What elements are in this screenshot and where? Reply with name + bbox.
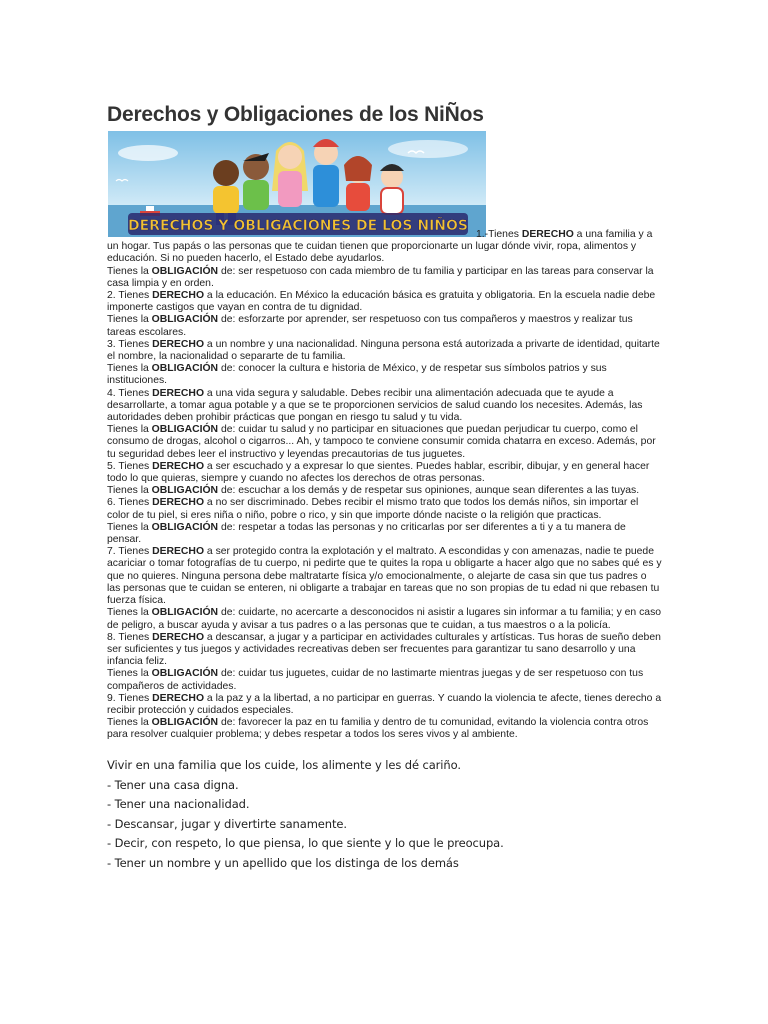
paragraph-text: a ser protegido contra la explotación y el maltrato. A escondidas y con amenazas, nadie te puede acariciar o tomar fotografías de tu cuerpo, ni pedirte que te quites la ropa u obligarte a hacer algo que no sabes qué es y que no quieres. Ninguna persona debe maltratarte física y/o emocionalmente, o alejarte de casa sin que tus padres o las personas que te cuidan se enteren, ni obligarte a trabajar en tareas que no son propias de tu edad ni que rebasen tu fuerza física.	[107, 546, 662, 607]
body-paragraph	[107, 363, 662, 387]
body-paragraph	[107, 693, 662, 717]
paragraph-text: a un nombre y una nacionalidad. Ninguna persona está autorizada a privarte de identidad, quitarte el nombre, la nacionalidad o separarte de tu familia.	[107, 338, 660, 363]
paragraph-text: a ser escuchado y a expresar lo que sientes. Puedes hablar, escribir, dibujar, y en general hacer todo lo que quieras, siempre y cuando no afectes los derechos de otras personas.	[107, 460, 650, 485]
child-figure	[313, 139, 339, 207]
paragraph-text: Tienes la	[107, 363, 152, 375]
body-paragraph	[107, 632, 662, 669]
page-title: Derechos y Obligaciones de los NiÑos	[107, 103, 484, 126]
document-body	[107, 229, 662, 742]
paragraph-text: 8. Tienes	[107, 631, 153, 643]
child-figure	[243, 153, 269, 210]
body-paragraph	[107, 668, 662, 692]
paragraph-text: de: esforzarte por aprender, ser respetuoso con tus compañeros y maestros y realizar tus tareas escolares.	[107, 314, 633, 338]
body-paragraph	[107, 497, 662, 521]
paragraph-text: a la educación. En México la educación básica es gratuita y obligatoria. En la escuela nadie debe imponerte castigos que vayan en contra de tu dignidad.	[107, 290, 656, 314]
emphasis-text: DERECHO	[152, 460, 205, 472]
paragraph-text: de: conocer la cultura e historia de México, y de respetar sus símbolos patrios y sus instituciones.	[107, 363, 607, 387]
paragraph-text: de: cuidar tu salud y no participar en situaciones que puedan perjudicar tu cuerpo, como el consumo de drogas, alcohol o cigarros... Ah, y tampoco te conviene consumir comida chatarra en exceso. Además, por tu seguridad debes leer el instructivo y leyendas precautorias de tus juguetes.	[107, 424, 656, 460]
paragraph-text: Tienes la	[107, 424, 152, 436]
list-item: - Descansar, jugar y divertirte sanamente.	[107, 816, 347, 831]
emphasis-text: OBLIGACIÓN	[151, 668, 219, 680]
summary-list	[107, 756, 662, 873]
emphasis-text: DERECHO	[152, 387, 205, 399]
emphasis-text: OBLIGACIÓN	[151, 607, 219, 619]
paragraph-text: de: favorecer la paz en tu familia y dentro de tu comunidad, evitando la violencia contra otros para resolver cualquier problema; y debes respetar a todos los seres vivos y al ambiente.	[107, 717, 649, 741]
emphasis-text: DERECHO	[152, 338, 205, 350]
paragraph-text: a una vida segura y saludable. Debes recibir una alimentación adecuada que te ayude a desarrollarte, a tomar agua potable y a que se te proporcionen servicios de salud cuando los necesites. Además, las autoridades deben prohibir prácticas que pongan en riesgo tu salud y tu vida.	[107, 387, 643, 424]
paragraph-text: 3. Tienes	[107, 338, 153, 350]
paragraph-text: Tienes la	[107, 265, 152, 277]
emphasis-text: DERECHO	[152, 290, 205, 302]
emphasis-text: OBLIGACIÓN	[151, 363, 219, 375]
emphasis-text: DERECHO	[152, 692, 205, 704]
emphasis-text: OBLIGACIÓN	[151, 314, 219, 326]
paragraph-text: 1.-Tienes	[476, 229, 522, 240]
paragraph-text: Tienes la	[107, 485, 152, 497]
body-paragraph	[107, 388, 662, 425]
body-paragraph	[107, 290, 662, 314]
list-item: Vivir en una familia que los cuide, los alimente y les dé cariño.	[107, 758, 461, 772]
paragraph-text: a no ser discriminado. Debes recibir el mismo trato que todos los demás niños, sin importar el color de tu piel, si eres niña o niño, pobre o rico, y sin que importe dónde naciste o la religión que practicas.	[107, 497, 639, 521]
emphasis-text: OBLIGACIÓN	[151, 717, 219, 729]
list-item: - Tener un nombre y un apellido que los distinga de los demás	[107, 855, 459, 870]
paragraph-text: 6. Tienes	[107, 497, 153, 509]
paragraph-text: 7. Tienes	[107, 546, 153, 558]
body-paragraph	[107, 717, 662, 741]
body-paragraph	[107, 266, 662, 290]
body-paragraph	[107, 314, 662, 338]
paragraph-text: Tienes la	[107, 668, 152, 680]
paragraph-text: Tienes la	[107, 717, 152, 729]
body-paragraph	[107, 339, 662, 363]
paragraph-text: a descansar, a jugar y a participar en actividades culturales y artísticas. Tus horas de sueño deben ser suficientes y tus juegos y actividades recreativas deben ser frecuentes para garantizar tu sano desarrollo y una infancia feliz.	[107, 631, 661, 668]
emphasis-text: OBLIGACIÓN	[151, 424, 219, 436]
emphasis-text: OBLIGACIÓN	[151, 521, 219, 533]
paragraph-text: de: cuidar tus juguetes, cuidar de no lastimarte mientras juegas y de ser respetuoso con tus compañeros de actividades.	[107, 668, 644, 692]
paragraph-text: a la paz y a la libertad, a no participar en guerras. Y cuando la violencia te afecte, tienes derecho a recibir protección y cuidados especiales.	[107, 692, 662, 716]
emphasis-text: DERECHO	[152, 497, 205, 509]
body-paragraph	[107, 461, 662, 485]
body-paragraph	[107, 546, 662, 607]
paragraph-text: Tienes la	[107, 607, 152, 619]
banner-caption: DERECHOS Y OBLIGACIONES DE LOS NIÑOS	[127, 218, 469, 234]
paragraph-text: 4. Tienes	[107, 387, 153, 399]
paragraph-text: de: respetar a todas las personas y no criticarlas por ser diferentes a ti y a tu manera de pensar.	[107, 521, 626, 546]
paragraph-text: Tienes la	[107, 521, 152, 533]
intro-paragraph	[107, 229, 662, 266]
paragraph-text: 2. Tienes	[107, 290, 153, 302]
paragraph-text: 5. Tienes	[107, 460, 153, 472]
list-item: - Tener una casa digna.	[107, 777, 239, 792]
body-paragraph	[107, 485, 662, 497]
paragraph-text: 9. Tienes	[107, 692, 153, 704]
paragraph-text: de: ser respetuoso con cada miembro de tu familia y participar en las tareas para conservar la casa limpia y en orden.	[107, 265, 654, 289]
paragraph-text: Tienes la	[107, 314, 152, 326]
emphasis-text: DERECHO	[521, 229, 574, 240]
emphasis-text: OBLIGACIÓN	[151, 485, 219, 497]
banner-image	[108, 131, 486, 237]
paragraph-text: a una familia y a un hogar. Tus papás o las personas que te cuidan tienen que proporcionarte un lugar dónde vivir, ropa, alimentos y educación. Si no pueden hacerlo, el Estado debe ayudarlos.	[107, 229, 653, 265]
body-paragraph	[107, 424, 662, 461]
paragraph-text: de: escuchar a los demás y de respetar sus opiniones, aunque sean diferentes a las tuyas.	[218, 485, 640, 497]
body-paragraph	[107, 607, 662, 631]
emphasis-text: OBLIGACIÓN	[151, 265, 219, 277]
child-figure	[380, 164, 404, 214]
paragraph-text: de: cuidarte, no acercarte a desconocidos ni asistir a lugares sin informar a tu familia; y en caso de peligro, a buscar ayuda y avisar a tus padres o a las personas que te cuidan, a tus maestros o a la policía.	[107, 607, 662, 631]
body-paragraph	[107, 522, 662, 546]
emphasis-text: DERECHO	[152, 631, 205, 643]
list-item: - Tener una nacionalidad.	[107, 797, 250, 811]
list-item: - Decir, con respeto, lo que piensa, lo que siente y lo que le preocupa.	[107, 836, 504, 850]
emphasis-text: DERECHO	[152, 546, 205, 558]
